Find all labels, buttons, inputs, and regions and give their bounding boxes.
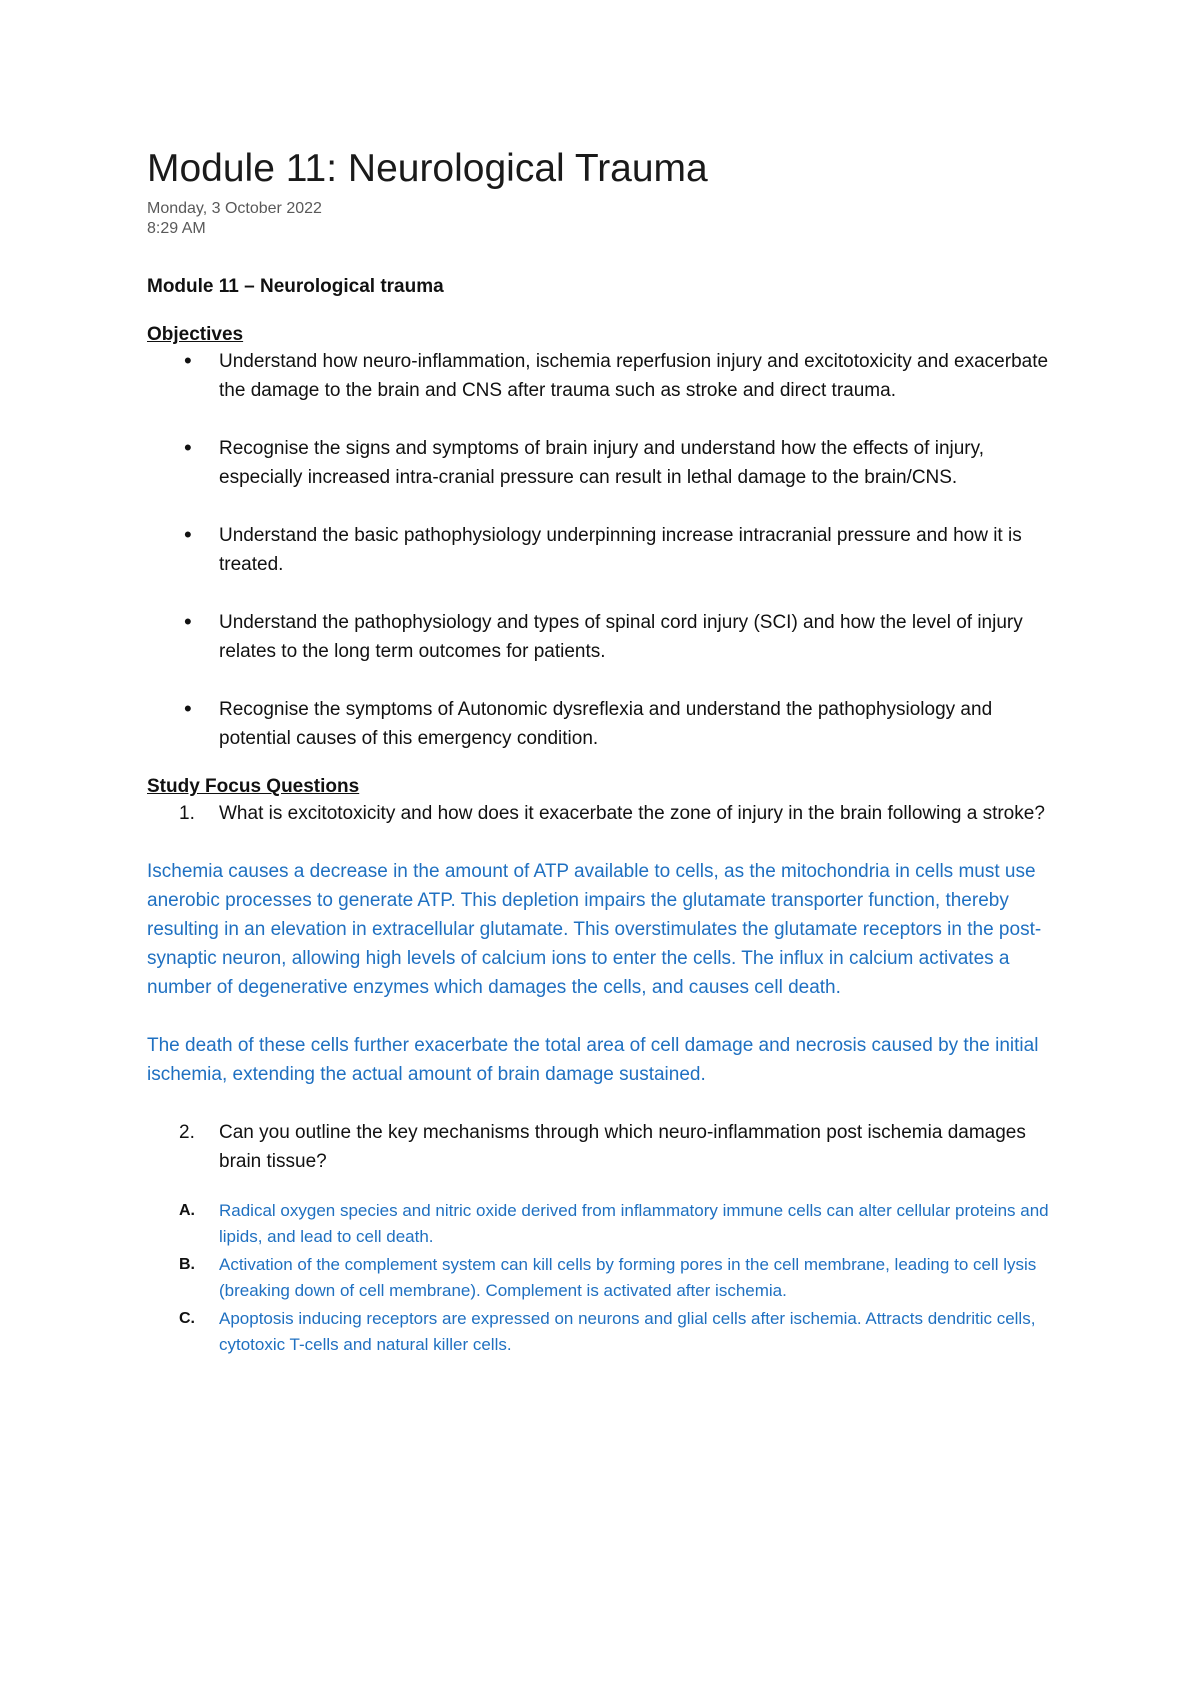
- bullet-icon: •: [184, 522, 192, 547]
- answer-list-item: [147, 1306, 1067, 1358]
- objective-text: Understand how neuro-inflammation, ischemia reperfusion injury and excitotoxicity and exacerbate the damage to the brain and CNS after trauma such as stroke and direct trauma.: [219, 351, 1049, 401]
- study-focus-heading: Study Focus Questions: [147, 776, 360, 797]
- answer-item-text: Activation of the complement system can kill cells by forming pores in the cell membrane, leading to cell lysis (breaking down of cell membrane). Complement is activated after ischemia.: [219, 1255, 1037, 1300]
- page-content: [147, 145, 1067, 1358]
- question-item: [147, 1118, 1067, 1176]
- objective-text: Recognise the symptoms of Autonomic dysreflexia and understand the pathophysiology and potential causes of this emergency condition.: [219, 699, 993, 749]
- question-text: What is excitotoxicity and how does it exacerbate the zone of injury in the brain following a stroke?: [219, 803, 1045, 824]
- answer-list-item: [147, 1198, 1067, 1250]
- objective-text: Understand the basic pathophysiology underpinning increase intracranial pressure and how it is treated.: [219, 525, 1022, 575]
- answer-item-text: Radical oxygen species and nitric oxide derived from inflammatory immune cells can alter cellular proteins and lipids, and lead to cell death.: [219, 1201, 1049, 1246]
- list-letter: C.: [179, 1310, 195, 1327]
- bullet-icon: •: [184, 696, 192, 721]
- module-heading: Module 11 – Neurological trauma: [147, 276, 444, 297]
- question-text: Can you outline the key mechanisms through which neuro-inflammation post ischemia damages brain tissue?: [219, 1122, 1026, 1172]
- answer-list-item: [147, 1252, 1067, 1304]
- objective-item: [147, 347, 1067, 405]
- objective-item: [147, 521, 1067, 579]
- list-letter: B.: [179, 1256, 195, 1273]
- bullet-icon: •: [184, 609, 192, 634]
- objectives-list: [147, 347, 1067, 753]
- note-date: Monday, 3 October 2022: [147, 200, 322, 217]
- answer-item-text: Apoptosis inducing receptors are expressed on neurons and glial cells after ischemia. Attracts dendritic cells, cytotoxic T-cells and natural killer cells.: [219, 1309, 1036, 1354]
- objective-item: [147, 608, 1067, 666]
- objective-text: Understand the pathophysiology and types of spinal cord injury (SCI) and how the level of injury relates to the long term outcomes for patients.: [219, 612, 1023, 662]
- question-number: 1.: [179, 803, 195, 824]
- objective-item: [147, 695, 1067, 753]
- answer-paragraph: Ischemia causes a decrease in the amount of ATP available to cells, as the mitochondria in cells must use anerobic processes to generate ATP. This depletion impairs the glutamate transporter function, thereby resulting in an elevation in extracellular glutamate. This overstimulates the glutamate receptors in the post-synaptic neuron, allowing high levels of calcium ions to enter the cells. The influx in calcium activates a number of degenerative enzymes which damages the cells, and causes cell death.: [147, 861, 1042, 998]
- objective-item: [147, 434, 1067, 492]
- note-time: 8:29 AM: [147, 220, 206, 237]
- list-letter: A.: [179, 1202, 195, 1219]
- objectives-heading: Objectives: [147, 324, 244, 345]
- page-title: Module 11: Neurological Trauma: [147, 147, 708, 190]
- bullet-icon: •: [184, 435, 192, 460]
- answer-paragraph: The death of these cells further exacerbate the total area of cell damage and necrosis caused by the initial ischemia, extending the actual amount of brain damage sustained.: [147, 1035, 1039, 1085]
- bullet-icon: •: [184, 348, 192, 373]
- question-item: [147, 799, 1067, 828]
- objective-text: Recognise the signs and symptoms of brain injury and understand how the effects of injury, especially increased intra-cranial pressure can result in lethal damage to the brain/CNS.: [219, 438, 985, 488]
- question-number: 2.: [179, 1122, 195, 1143]
- answer-lettered-list: [147, 1198, 1067, 1358]
